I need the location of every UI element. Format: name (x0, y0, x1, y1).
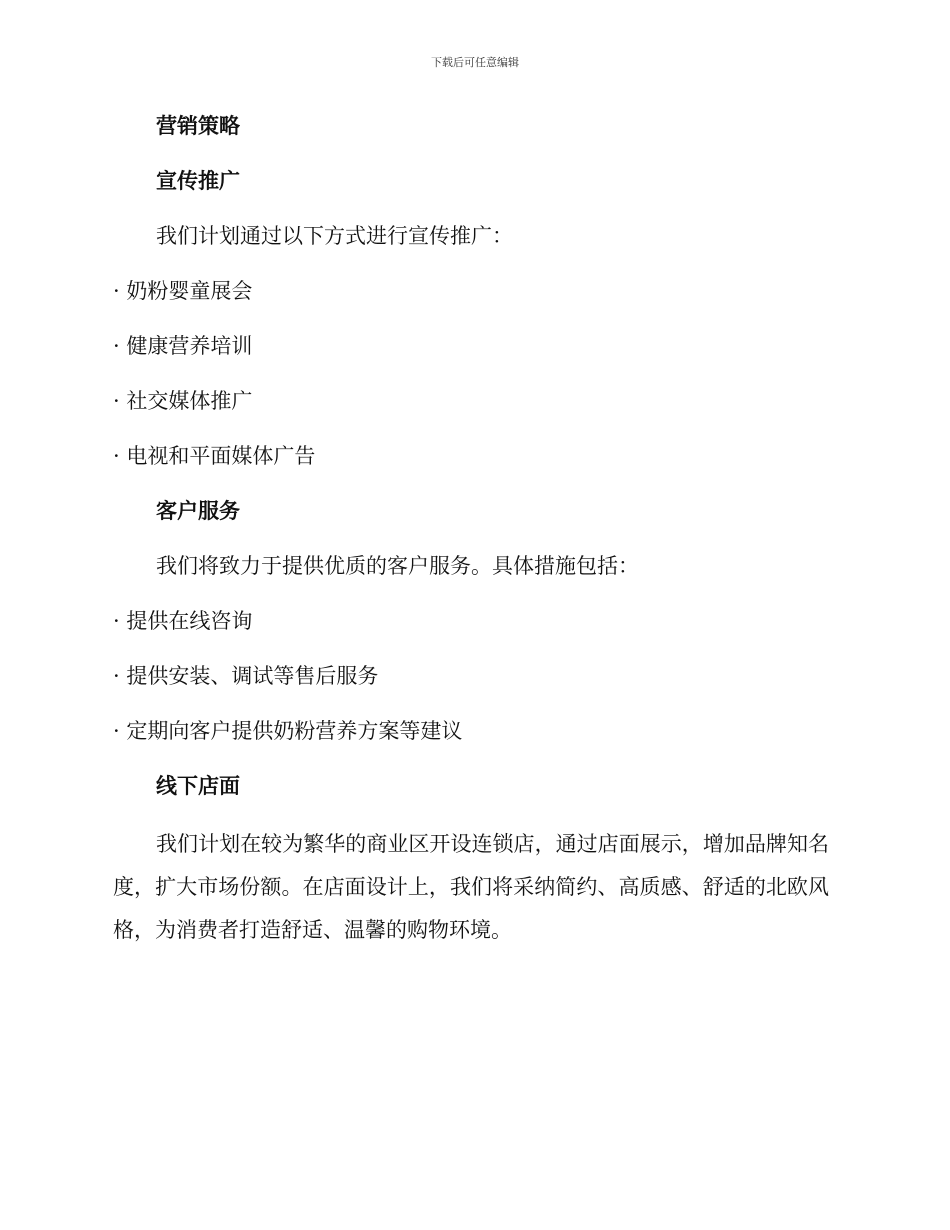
list-item: · 提供在线咨询 (113, 609, 253, 633)
list-item: · 提供安装、调试等售后服务 (113, 664, 379, 688)
store-paragraph: 我们计划在较为繁华的商业区开设连锁店，通过店面展示，增加品牌知名度，扩大市场份额。在店面设计上，我们将采纳简约、高质感、舒适的北欧风格，为消费者打造舒适、温馨的购物环境。 (113, 832, 829, 942)
document-body (113, 108, 833, 952)
section-title: 营销策略 (156, 114, 240, 138)
promotion-intro: 我们计划通过以下方式进行宣传推广： (156, 224, 513, 248)
list-item: · 奶粉婴童展会 (113, 279, 253, 303)
heading-service: 客户服务 (156, 499, 240, 523)
list-item: · 定期向客户提供奶粉营养方案等建议 (113, 719, 463, 743)
heading-store: 线下店面 (156, 774, 240, 798)
heading-promotion: 宣传推广 (156, 169, 240, 193)
page-header: 下载后可任意编辑 (431, 56, 519, 69)
list-item: · 社交媒体推广 (113, 389, 253, 413)
list-item: · 健康营养培训 (113, 334, 253, 358)
service-intro: 我们将致力于提供优质的客户服务。具体措施包括： (156, 554, 639, 578)
list-item: · 电视和平面媒体广告 (113, 444, 316, 468)
